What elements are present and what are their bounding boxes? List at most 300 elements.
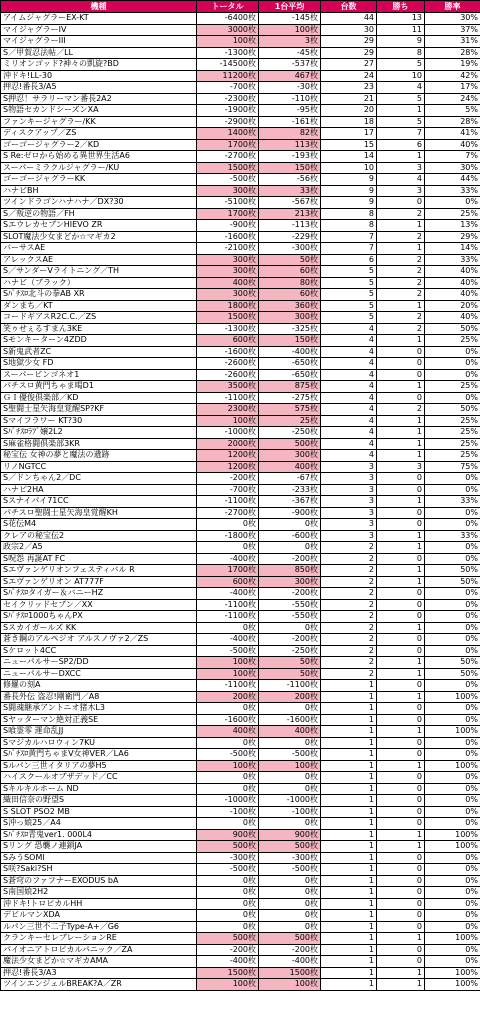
win-rate-cell: 20% bbox=[425, 300, 480, 312]
average-cell: -500枚 bbox=[259, 864, 321, 876]
average-cell: -275枚 bbox=[259, 392, 321, 404]
win-rate-cell: 37% bbox=[425, 24, 480, 36]
machine-name: S花伝M4 bbox=[1, 519, 197, 531]
total-cell: 300枚 bbox=[197, 254, 259, 266]
total-cell: -1100枚 bbox=[197, 392, 259, 404]
total-cell: 1500枚 bbox=[197, 162, 259, 174]
machine-name: Sﾊﾟﾁｽﾛタイガー＆バニーHZ bbox=[1, 588, 197, 600]
win-rate-cell: 28% bbox=[425, 47, 480, 59]
wins-cell: 0 bbox=[377, 921, 425, 933]
machine-name: Sﾊﾟﾁｽﾛ青鬼ver1. 000L4 bbox=[1, 829, 197, 841]
machine-name: Sモンキーターン4ZDD bbox=[1, 335, 197, 347]
win-rate-cell: 0% bbox=[425, 910, 480, 922]
total-cell: 300枚 bbox=[197, 289, 259, 301]
units-cell: 1 bbox=[321, 760, 377, 772]
table-row bbox=[1, 70, 480, 82]
wins-cell: 0 bbox=[377, 588, 425, 600]
units-cell: 44 bbox=[321, 13, 377, 25]
machine-name: ハナビ2HA bbox=[1, 484, 197, 496]
machine-name: Sﾊﾟﾁｽﾛﾗﾌﾞ嬢2L2 bbox=[1, 427, 197, 439]
units-cell: 1 bbox=[321, 691, 377, 703]
average-cell: 50枚 bbox=[259, 254, 321, 266]
units-cell: 1 bbox=[321, 806, 377, 818]
win-rate-cell: 0% bbox=[425, 714, 480, 726]
wins-cell: 1 bbox=[377, 967, 425, 979]
table-row bbox=[1, 818, 480, 830]
machine-name: Sスナイパイ71CC bbox=[1, 496, 197, 508]
total-cell: -700枚 bbox=[197, 82, 259, 94]
table-row bbox=[1, 852, 480, 864]
header-units: 台数 bbox=[321, 1, 377, 13]
machine-name: ファンキージャグラー/KK bbox=[1, 116, 197, 128]
total-cell: -700枚 bbox=[197, 484, 259, 496]
units-cell: 3 bbox=[321, 484, 377, 496]
win-rate-cell: 40% bbox=[425, 277, 480, 289]
average-cell: -1100枚 bbox=[259, 680, 321, 692]
table-row bbox=[1, 162, 480, 174]
win-rate-cell: 0% bbox=[425, 611, 480, 623]
win-rate-cell: 0% bbox=[425, 542, 480, 554]
units-cell: 20 bbox=[321, 105, 377, 117]
machine-name: Sマイフラワー KT?30 bbox=[1, 415, 197, 427]
wins-cell: 2 bbox=[377, 289, 425, 301]
win-rate-cell: 50% bbox=[425, 576, 480, 588]
win-rate-cell: 0% bbox=[425, 484, 480, 496]
win-rate-cell: 0% bbox=[425, 507, 480, 519]
machine-name: S物語セカンドシーズンXA bbox=[1, 105, 197, 117]
win-rate-cell: 0% bbox=[425, 944, 480, 956]
wins-cell: 2 bbox=[377, 266, 425, 278]
average-cell: -367枚 bbox=[259, 496, 321, 508]
units-cell: 1 bbox=[321, 933, 377, 945]
machine-name: Sリング 恐襲ノ連鎖JA bbox=[1, 841, 197, 853]
total-cell: 600枚 bbox=[197, 335, 259, 347]
win-rate-cell: 0% bbox=[425, 392, 480, 404]
wins-cell: 1 bbox=[377, 979, 425, 991]
units-cell: 4 bbox=[321, 392, 377, 404]
machine-name: SLOT魔法少女まどか☆マギカ2 bbox=[1, 231, 197, 243]
win-rate-cell: 25% bbox=[425, 381, 480, 393]
total-cell: 100枚 bbox=[197, 760, 259, 772]
average-cell: 0枚 bbox=[259, 910, 321, 922]
wins-cell: 0 bbox=[377, 864, 425, 876]
wins-cell: 0 bbox=[377, 197, 425, 209]
machine-name: 秘宝伝 女神の夢と魔法の遺跡 bbox=[1, 450, 197, 462]
wins-cell: 3 bbox=[377, 162, 425, 174]
units-cell: 27 bbox=[321, 59, 377, 71]
units-cell: 29 bbox=[321, 47, 377, 59]
wins-cell: 1 bbox=[377, 450, 425, 462]
total-cell: -400枚 bbox=[197, 956, 259, 968]
wins-cell: 0 bbox=[377, 737, 425, 749]
units-cell: 1 bbox=[321, 749, 377, 761]
table-row bbox=[1, 933, 480, 945]
wins-cell: 0 bbox=[377, 645, 425, 657]
machine-name: クランキーセレブレーションRE bbox=[1, 933, 197, 945]
average-cell: -600枚 bbox=[259, 530, 321, 542]
table-row bbox=[1, 47, 480, 59]
table-row bbox=[1, 542, 480, 554]
wins-cell: 11 bbox=[377, 24, 425, 36]
average-cell: 0枚 bbox=[259, 818, 321, 830]
wins-cell: 0 bbox=[377, 484, 425, 496]
win-rate-cell: 13% bbox=[425, 220, 480, 232]
wins-cell: 1 bbox=[377, 105, 425, 117]
wins-cell: 1 bbox=[377, 438, 425, 450]
win-rate-cell: 0% bbox=[425, 599, 480, 611]
win-rate-cell: 40% bbox=[425, 289, 480, 301]
total-cell: 0枚 bbox=[197, 772, 259, 784]
table-row bbox=[1, 346, 480, 358]
win-rate-cell: 0% bbox=[425, 806, 480, 818]
win-rate-cell: 0% bbox=[425, 875, 480, 887]
machine-name: ミリオンゴッド?神々の凱旋?BD bbox=[1, 59, 197, 71]
total-cell: 400枚 bbox=[197, 277, 259, 289]
table-row bbox=[1, 760, 480, 772]
average-cell: 900枚 bbox=[259, 829, 321, 841]
win-rate-cell: 100% bbox=[425, 760, 480, 772]
machine-name: 押忍!番長3/A3 bbox=[1, 967, 197, 979]
wins-cell: 0 bbox=[377, 875, 425, 887]
table-row bbox=[1, 381, 480, 393]
machine-name: アイムジャグラーEX-KT bbox=[1, 13, 197, 25]
average-cell: 0枚 bbox=[259, 622, 321, 634]
total-cell: -500枚 bbox=[197, 174, 259, 186]
average-cell: 500枚 bbox=[259, 841, 321, 853]
units-cell: 3 bbox=[321, 519, 377, 531]
total-cell: -500枚 bbox=[197, 645, 259, 657]
average-cell: -300枚 bbox=[259, 243, 321, 255]
machine-name: ハナビBH bbox=[1, 185, 197, 197]
units-cell: 4 bbox=[321, 335, 377, 347]
wins-cell: 1 bbox=[377, 933, 425, 945]
total-cell: 1500枚 bbox=[197, 312, 259, 324]
total-cell: 100枚 bbox=[197, 415, 259, 427]
total-cell: 0枚 bbox=[197, 622, 259, 634]
total-cell: 1800枚 bbox=[197, 300, 259, 312]
units-cell: 1 bbox=[321, 967, 377, 979]
units-cell: 5 bbox=[321, 289, 377, 301]
wins-cell: 0 bbox=[377, 898, 425, 910]
win-rate-cell: 14% bbox=[425, 243, 480, 255]
table-row bbox=[1, 841, 480, 853]
table-row bbox=[1, 24, 480, 36]
units-cell: 1 bbox=[321, 887, 377, 899]
table-row bbox=[1, 611, 480, 623]
table-row bbox=[1, 588, 480, 600]
machine-name: S蒼穹のファフナーEXODUS bA bbox=[1, 875, 197, 887]
table-row bbox=[1, 864, 480, 876]
win-rate-cell: 50% bbox=[425, 404, 480, 416]
wins-cell: 0 bbox=[377, 818, 425, 830]
average-cell: -145枚 bbox=[259, 13, 321, 25]
units-cell: 2 bbox=[321, 599, 377, 611]
average-cell: -200枚 bbox=[259, 588, 321, 600]
win-rate-cell: 100% bbox=[425, 726, 480, 738]
machine-name: ニューパルサーSP2/DD bbox=[1, 657, 197, 669]
total-cell: 900枚 bbox=[197, 829, 259, 841]
wins-cell: 9 bbox=[377, 36, 425, 48]
machine-name: 押忍!番長3/A5 bbox=[1, 82, 197, 94]
total-cell: 1700枚 bbox=[197, 208, 259, 220]
machine-name: Sエヴァンゲリオン AT777F bbox=[1, 576, 197, 588]
total-cell: 500枚 bbox=[197, 841, 259, 853]
average-cell: 0枚 bbox=[259, 783, 321, 795]
machine-name: S Re:ゼロから始める異世界生活A6 bbox=[1, 151, 197, 163]
wins-cell: 13 bbox=[377, 13, 425, 25]
machine-name: Sスカイガールズ KK bbox=[1, 622, 197, 634]
win-rate-cell: 0% bbox=[425, 864, 480, 876]
machine-name: 沖ドキ!トロピカルHH bbox=[1, 898, 197, 910]
header-average: 1台平均 bbox=[259, 1, 321, 13]
units-cell: 2 bbox=[321, 668, 377, 680]
total-cell: 600枚 bbox=[197, 576, 259, 588]
average-cell: 150枚 bbox=[259, 335, 321, 347]
machine-name: S聖闘士星矢海皇覚醒SP?KF bbox=[1, 404, 197, 416]
total-cell: 1200枚 bbox=[197, 450, 259, 462]
win-rate-cell: 25% bbox=[425, 427, 480, 439]
total-cell: -1000枚 bbox=[197, 795, 259, 807]
table-row bbox=[1, 956, 480, 968]
wins-cell: 7 bbox=[377, 128, 425, 140]
machine-name: SみうSOMI bbox=[1, 852, 197, 864]
machine-name: セイクリッドセブン／XX bbox=[1, 599, 197, 611]
average-cell: -250枚 bbox=[259, 645, 321, 657]
units-cell: 4 bbox=[321, 323, 377, 335]
average-cell: -400枚 bbox=[259, 346, 321, 358]
machine-name: S SLOT PSO2 MB bbox=[1, 806, 197, 818]
units-cell: 1 bbox=[321, 829, 377, 841]
table-row bbox=[1, 323, 480, 335]
win-rate-cell: 0% bbox=[425, 553, 480, 565]
average-cell: 850枚 bbox=[259, 565, 321, 577]
win-rate-cell: 25% bbox=[425, 438, 480, 450]
win-rate-cell: 5% bbox=[425, 105, 480, 117]
average-cell: 0枚 bbox=[259, 772, 321, 784]
win-rate-cell: 25% bbox=[425, 335, 480, 347]
average-cell: 82枚 bbox=[259, 128, 321, 140]
machine-name: S喰霊零 運命乱JJ bbox=[1, 726, 197, 738]
units-cell: 4 bbox=[321, 427, 377, 439]
units-cell: 2 bbox=[321, 622, 377, 634]
wins-cell: 1 bbox=[377, 335, 425, 347]
average-cell: 50枚 bbox=[259, 657, 321, 669]
machine-name: S新鬼武者ZC bbox=[1, 346, 197, 358]
average-cell: -650枚 bbox=[259, 358, 321, 370]
win-rate-cell: 50% bbox=[425, 565, 480, 577]
win-rate-cell: 50% bbox=[425, 668, 480, 680]
win-rate-cell: 42% bbox=[425, 70, 480, 82]
wins-cell: 0 bbox=[377, 956, 425, 968]
units-cell: 5 bbox=[321, 266, 377, 278]
total-cell: 0枚 bbox=[197, 783, 259, 795]
total-cell: -1100枚 bbox=[197, 611, 259, 623]
units-cell: 21 bbox=[321, 93, 377, 105]
wins-cell: 0 bbox=[377, 611, 425, 623]
table-row bbox=[1, 599, 480, 611]
total-cell: 0枚 bbox=[197, 910, 259, 922]
machine-name: ツインエンジェルBREAK?A／ZR bbox=[1, 979, 197, 991]
total-cell: -200枚 bbox=[197, 944, 259, 956]
win-rate-cell: 31% bbox=[425, 36, 480, 48]
table-row bbox=[1, 680, 480, 692]
win-rate-cell: 33% bbox=[425, 530, 480, 542]
average-cell: -45枚 bbox=[259, 47, 321, 59]
table-row bbox=[1, 496, 480, 508]
units-cell: 8 bbox=[321, 220, 377, 232]
win-rate-cell: 0% bbox=[425, 772, 480, 784]
average-cell: 0枚 bbox=[259, 519, 321, 531]
total-cell: -2900枚 bbox=[197, 116, 259, 128]
average-cell: 60枚 bbox=[259, 289, 321, 301]
units-cell: 2 bbox=[321, 588, 377, 600]
machine-name: 笑ゥせぇるすまん3KE bbox=[1, 323, 197, 335]
average-cell: 0枚 bbox=[259, 737, 321, 749]
machine-name: パチスロ聖闘士星矢海皇覚醒KH bbox=[1, 507, 197, 519]
average-cell: -300枚 bbox=[259, 852, 321, 864]
win-rate-cell: 0% bbox=[425, 588, 480, 600]
machine-name: S／甲賀忍法帖／LL bbox=[1, 47, 197, 59]
units-cell: 1 bbox=[321, 898, 377, 910]
wins-cell: 0 bbox=[377, 392, 425, 404]
units-cell: 4 bbox=[321, 415, 377, 427]
win-rate-cell: 25% bbox=[425, 208, 480, 220]
machine-name: ハイスクールオブザデッド／CC bbox=[1, 772, 197, 784]
units-cell: 4 bbox=[321, 438, 377, 450]
machine-name: Sエヴァンゲリオンフェスティバル R bbox=[1, 565, 197, 577]
units-cell: 23 bbox=[321, 82, 377, 94]
machine-name: S地獄少女 FD bbox=[1, 358, 197, 370]
units-cell: 6 bbox=[321, 254, 377, 266]
total-cell: -2300枚 bbox=[197, 93, 259, 105]
machine-name: Sキルキルホーム ND bbox=[1, 783, 197, 795]
units-cell: 29 bbox=[321, 36, 377, 48]
average-cell: 0枚 bbox=[259, 703, 321, 715]
machine-name: パイオニアトロピカルパニック／ZA bbox=[1, 944, 197, 956]
header-total: トータル bbox=[197, 1, 259, 13]
units-cell: 1 bbox=[321, 703, 377, 715]
win-rate-cell: 0% bbox=[425, 956, 480, 968]
win-rate-cell: 19% bbox=[425, 59, 480, 71]
total-cell: -1100枚 bbox=[197, 680, 259, 692]
machine-name: ダンまち／KT bbox=[1, 300, 197, 312]
win-rate-cell: 0% bbox=[425, 852, 480, 864]
wins-cell: 0 bbox=[377, 519, 425, 531]
total-cell: -500枚 bbox=[197, 749, 259, 761]
average-cell: 500枚 bbox=[259, 933, 321, 945]
total-cell: -1600枚 bbox=[197, 231, 259, 243]
units-cell: 1 bbox=[321, 852, 377, 864]
average-cell: 400枚 bbox=[259, 726, 321, 738]
average-cell: -550枚 bbox=[259, 599, 321, 611]
machine-name: リノNGTCC bbox=[1, 461, 197, 473]
win-rate-cell: 100% bbox=[425, 829, 480, 841]
win-rate-cell: 33% bbox=[425, 496, 480, 508]
table-row bbox=[1, 714, 480, 726]
win-rate-cell: 17% bbox=[425, 82, 480, 94]
total-cell: 0枚 bbox=[197, 898, 259, 910]
total-cell: 0枚 bbox=[197, 818, 259, 830]
average-cell: 60枚 bbox=[259, 266, 321, 278]
table-row bbox=[1, 473, 480, 485]
table-row bbox=[1, 910, 480, 922]
header-machine: 機種 bbox=[1, 1, 197, 13]
total-cell: -2700枚 bbox=[197, 151, 259, 163]
wins-cell: 1 bbox=[377, 243, 425, 255]
win-rate-cell: 33% bbox=[425, 254, 480, 266]
average-cell: 100枚 bbox=[259, 760, 321, 772]
header-win-rate: 勝率 bbox=[425, 1, 480, 13]
total-cell: -14500枚 bbox=[197, 59, 259, 71]
table-row bbox=[1, 921, 480, 933]
wins-cell: 1 bbox=[377, 415, 425, 427]
average-cell: 360枚 bbox=[259, 300, 321, 312]
total-cell: -900枚 bbox=[197, 220, 259, 232]
table-row bbox=[1, 806, 480, 818]
win-rate-cell: 50% bbox=[425, 657, 480, 669]
table-row bbox=[1, 128, 480, 140]
table-row bbox=[1, 36, 480, 48]
total-cell: -1600枚 bbox=[197, 346, 259, 358]
machine-name: クレアの秘宝伝2 bbox=[1, 530, 197, 542]
total-cell: 3000枚 bbox=[197, 24, 259, 36]
win-rate-cell: 40% bbox=[425, 139, 480, 151]
units-cell: 2 bbox=[321, 565, 377, 577]
win-rate-cell: 50% bbox=[425, 323, 480, 335]
wins-cell: 0 bbox=[377, 358, 425, 370]
table-row bbox=[1, 657, 480, 669]
total-cell: 2000枚 bbox=[197, 438, 259, 450]
table-row bbox=[1, 266, 480, 278]
table-row bbox=[1, 185, 480, 197]
units-cell: 2 bbox=[321, 634, 377, 646]
wins-cell: 2 bbox=[377, 231, 425, 243]
average-cell: 100枚 bbox=[259, 979, 321, 991]
win-rate-cell: 24% bbox=[425, 93, 480, 105]
units-cell: 2 bbox=[321, 657, 377, 669]
average-cell: -325枚 bbox=[259, 323, 321, 335]
units-cell: 8 bbox=[321, 208, 377, 220]
average-cell: -400枚 bbox=[259, 956, 321, 968]
win-rate-cell: 0% bbox=[425, 921, 480, 933]
wins-cell: 4 bbox=[377, 174, 425, 186]
average-cell: -900枚 bbox=[259, 507, 321, 519]
table-row bbox=[1, 749, 480, 761]
units-cell: 30 bbox=[321, 24, 377, 36]
units-cell: 14 bbox=[321, 151, 377, 163]
wins-cell: 2 bbox=[377, 323, 425, 335]
wins-cell: 0 bbox=[377, 887, 425, 899]
win-rate-cell: 0% bbox=[425, 346, 480, 358]
machine-name: Sマジカルハロウィン7KU bbox=[1, 737, 197, 749]
table-row bbox=[1, 208, 480, 220]
average-cell: 3枚 bbox=[259, 36, 321, 48]
machine-name: ニューパルサーDXCC bbox=[1, 668, 197, 680]
average-cell: -1600枚 bbox=[259, 714, 321, 726]
units-cell: 1 bbox=[321, 726, 377, 738]
total-cell: 100枚 bbox=[197, 657, 259, 669]
units-cell: 2 bbox=[321, 576, 377, 588]
wins-cell: 1 bbox=[377, 220, 425, 232]
machine-name: 番長外伝 盗忍!剛衛門／A8 bbox=[1, 691, 197, 703]
total-cell: 0枚 bbox=[197, 887, 259, 899]
units-cell: 5 bbox=[321, 300, 377, 312]
average-cell: 113枚 bbox=[259, 139, 321, 151]
table-row bbox=[1, 438, 480, 450]
win-rate-cell: 0% bbox=[425, 197, 480, 209]
units-cell: 2 bbox=[321, 542, 377, 554]
total-cell: -400枚 bbox=[197, 553, 259, 565]
